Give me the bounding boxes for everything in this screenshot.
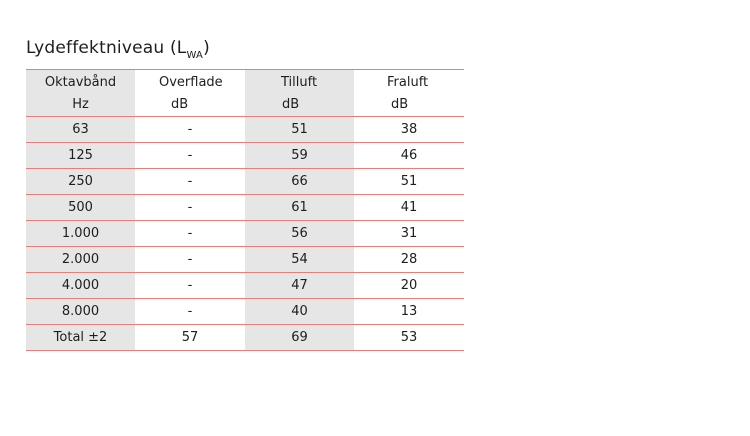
- surface-cell: -: [135, 247, 245, 272]
- extract-air-cell: 31: [354, 221, 464, 246]
- supply-air-cell: 54: [245, 247, 354, 272]
- table-row: [26, 117, 464, 143]
- surface-cell: -: [135, 143, 245, 168]
- octave-band-cell: 2.000: [26, 247, 135, 272]
- header-row: [26, 70, 464, 117]
- extract-air-cell: 53: [354, 325, 464, 350]
- supply-air-cell: 66: [245, 169, 354, 194]
- supply-air-cell: 69: [245, 325, 354, 350]
- octave-band-cell: 500: [26, 195, 135, 220]
- surface-cell: -: [135, 117, 245, 142]
- surface-cell: -: [135, 195, 245, 220]
- table-row: [26, 273, 464, 299]
- table-row: [26, 143, 464, 169]
- extract-air-cell: 20: [354, 273, 464, 298]
- octave-band-cell: Total ±2: [26, 325, 135, 350]
- header-label: Overflade: [159, 75, 223, 90]
- extract-air-cell: 41: [354, 195, 464, 220]
- extract-air-cell: 38: [354, 117, 464, 142]
- surface-cell: 57: [135, 325, 245, 350]
- title-close: ): [203, 38, 210, 58]
- table-row: [26, 169, 464, 195]
- table-body: [26, 117, 464, 351]
- sound-power-table: [26, 69, 464, 351]
- table-row: [26, 221, 464, 247]
- header-unit: Hz: [72, 97, 89, 112]
- table-row: [26, 325, 464, 351]
- surface-cell: -: [135, 273, 245, 298]
- surface-cell: -: [135, 299, 245, 324]
- header-surface: [135, 70, 245, 116]
- table-title: [26, 36, 210, 68]
- extract-air-cell: 46: [354, 143, 464, 168]
- supply-air-cell: 51: [245, 117, 354, 142]
- octave-band-cell: 4.000: [26, 273, 135, 298]
- extract-air-cell: 51: [354, 169, 464, 194]
- octave-band-cell: 250: [26, 169, 135, 194]
- title-subscript: WA: [186, 50, 204, 61]
- supply-air-cell: 40: [245, 299, 354, 324]
- supply-air-cell: 61: [245, 195, 354, 220]
- header-label: Oktavbånd: [44, 75, 117, 90]
- table-row: [26, 299, 464, 325]
- title-main: Lydeffektniveau (L: [26, 38, 187, 58]
- octave-band-cell: 8.000: [26, 299, 135, 324]
- supply-air-cell: 47: [245, 273, 354, 298]
- header-unit: dB: [282, 97, 300, 112]
- header-extract-air: [354, 70, 464, 116]
- header-octave-band: [26, 70, 135, 116]
- header-label: Tilluft: [281, 75, 318, 90]
- supply-air-cell: 56: [245, 221, 354, 246]
- header-unit: dB: [171, 97, 189, 112]
- octave-band-cell: 125: [26, 143, 135, 168]
- header-label: Fraluft: [387, 75, 429, 90]
- surface-cell: -: [135, 221, 245, 246]
- supply-air-cell: 59: [245, 143, 354, 168]
- extract-air-cell: 28: [354, 247, 464, 272]
- table-row: [26, 195, 464, 221]
- header-supply-air: [245, 70, 354, 116]
- extract-air-cell: 13: [354, 299, 464, 324]
- octave-band-cell: 63: [26, 117, 135, 142]
- surface-cell: -: [135, 169, 245, 194]
- table-row: [26, 247, 464, 273]
- header-unit: dB: [391, 97, 409, 112]
- octave-band-cell: 1.000: [26, 221, 135, 246]
